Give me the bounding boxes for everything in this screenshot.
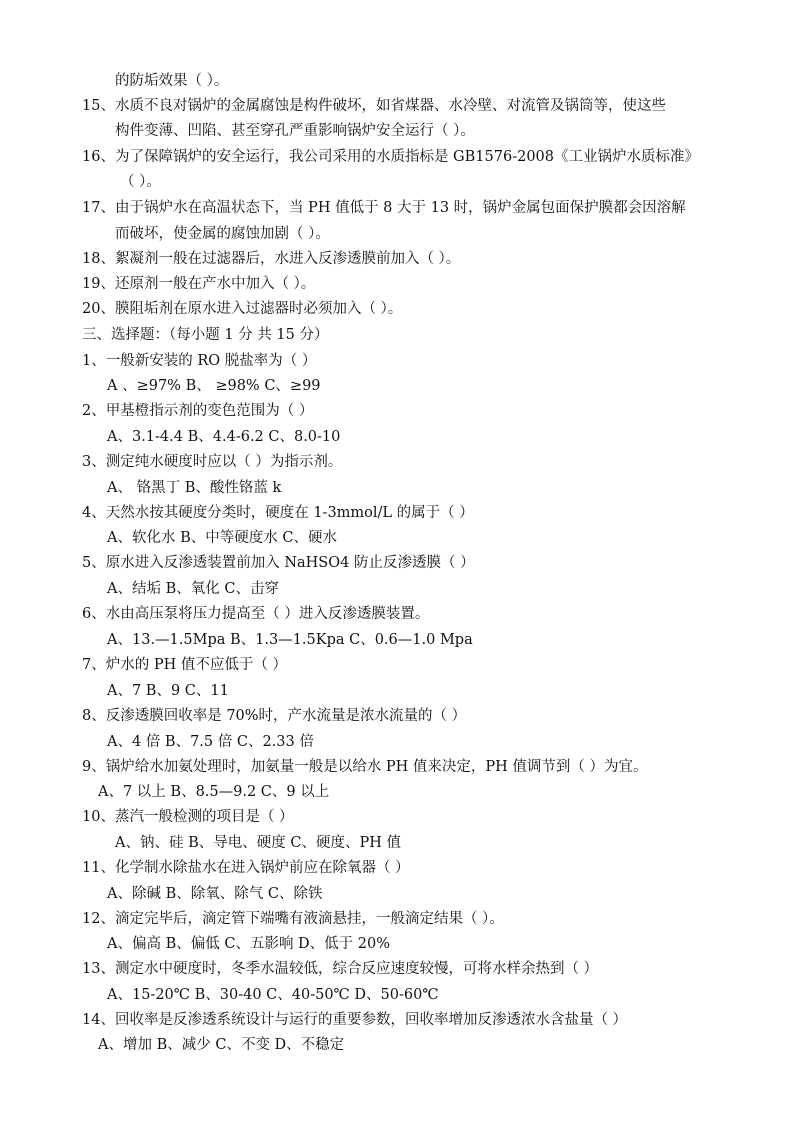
choice-options-11: A、除碱 B、除氧、除气 C、除铁 [107, 886, 323, 902]
choice-question-5: 5、原水进入反渗透装置前加入 NaHSO4 防止反渗透膜（ ） [82, 555, 475, 571]
question-16: 16、为了保障锅炉的安全运行，我公司采用的水质指标是 GB1576-2008《工业锅炉水质标准》 [82, 149, 699, 165]
choice-options-10: A、钠、硅 B、导电、硬度 C、硬度、PH 值 [115, 835, 401, 851]
choice-question-1: 1、一般新安装的 RO 脱盐率为（ ） [82, 353, 317, 369]
text-line: 构件变薄、凹陷、甚至穿孔严重影响锅炉安全运行（ ）。 [115, 123, 475, 139]
choice-question-4: 4、天然水按其硬度分类时，硬度在 1-3mmol/L 的属于（ ） [82, 505, 474, 521]
text-line: 而破坏，使金属的腐蚀加剧（ ）。 [115, 226, 330, 242]
choice-question-9: 9、锅炉给水加氨处理时，加氨量一般是以给水 PH 值来决定，PH 值调节到（ ）为宜。 [82, 759, 648, 775]
choice-question-3: 3、测定纯水硬度时应以（ ）为指示剂。 [82, 454, 343, 470]
question-18: 18、絮凝剂一般在过滤器后，水进入反渗透膜前加入（ ）。 [82, 251, 461, 267]
question-17: 17、由于锅炉水在高温状态下，当 PH 值低于 8 大于 13 时，锅炉金属包面保护膜都会因溶解 [82, 200, 686, 216]
choice-options-2: A、3.1-4.4 B、4.4-6.2 C、8.0-10 [107, 429, 341, 445]
choice-question-13: 13、测定水中硬度时，冬季水温较低，综合反应速度较慢，可将水样余热到（ ） [82, 961, 599, 977]
choice-options-3: A、 铬黑丁 B、酸性铬蓝 k [107, 480, 282, 496]
question-15: 15、水质不良对锅炉的金属腐蚀是构件破坏，如省煤器、水冷壁、对流管及锅筒等，使这些 [82, 98, 666, 114]
choice-options-4: A、软化水 B、中等硬度水 C、硬水 [107, 530, 337, 546]
choice-question-8: 8、反渗透膜回收率是 70%时，产水流量是浓水流量的（ ） [82, 708, 467, 724]
choice-options-8: A、4 倍 B、7.5 倍 C、2.33 倍 [107, 734, 314, 750]
choice-options-13: A、15-20℃ B、30-40 C、40-50℃ D、50-60℃ [107, 987, 439, 1003]
choice-options-1: A 、≥97% B、 ≥98% C、≥99 [107, 378, 321, 394]
choice-question-2: 2、甲基橙指示剂的变色范围为（ ） [82, 403, 314, 419]
choice-options-9: A、7 以上 B、8.5—9.2 C、9 以上 [98, 784, 330, 800]
text-line: 的防垢效果（ ）。 [115, 73, 229, 89]
choice-question-6: 6、水由高压泵将压力提高至（ ）进入反渗透膜装置。 [82, 606, 430, 622]
text-line: （ ）。 [120, 174, 161, 190]
choice-question-14: 14、回收率是反渗透系统设计与运行的重要参数，回收率增加反渗透浓水含盐量（ ） [82, 1012, 628, 1028]
choice-question-7: 7、炉水的 PH 值不应低于（ ） [82, 657, 287, 673]
choice-question-10: 10、蒸汽一般检测的项目是（ ） [82, 809, 294, 825]
question-19: 19、还原剂一般在产水中加入（ ）。 [82, 276, 316, 292]
choice-options-5: A、结垢 B、氧化 C、击穿 [107, 581, 279, 597]
choice-options-14: A、增加 B、减少 C、不变 D、不稳定 [98, 1037, 345, 1053]
choice-options-6: A、13.—1.5Mpa B、1.3—1.5Kpa C、0.6—1.0 Mpa [107, 632, 473, 648]
choice-options-7: A、7 B、9 C、11 [107, 683, 229, 699]
choice-options-12: A、偏高 B、偏低 C、五影响 D、低于 20% [107, 936, 391, 952]
choice-question-11: 11、化学制水除盐水在进入锅炉前应在除氧器（ ） [82, 860, 410, 876]
question-20: 20、膜阻垢剂在原水进入过滤器时必须加入（ ）。 [82, 301, 403, 317]
choice-question-12: 12、滴定完毕后，滴定管下端嘴有液滴悬挂，一般滴定结果（ ）。 [82, 911, 504, 927]
section-heading: 三、选择题：（每小题 1 分 共 15 分） [82, 327, 329, 343]
